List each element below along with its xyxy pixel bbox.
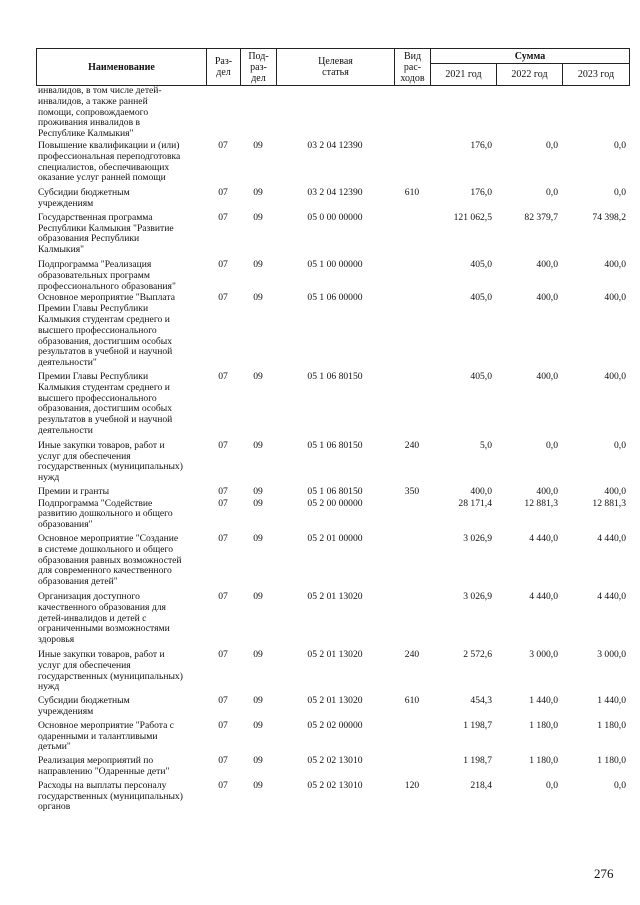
row-sum-2022: 0,0 <box>546 439 558 451</box>
row-podrazdel: 09 <box>253 370 263 382</box>
row-name: Подпрограмма "Содействие развитию дошкольного и общего образования" <box>38 497 173 531</box>
row-sum-2021: 400,0 <box>470 485 492 497</box>
row-sum-2021: 3 026,9 <box>463 533 492 545</box>
row-sum-2021: 2 572,6 <box>463 649 492 661</box>
page-number: 276 <box>594 866 614 881</box>
row-podrazdel: 09 <box>253 292 263 304</box>
row-celevaya-statya: 05 2 02 00000 <box>307 719 363 731</box>
row-sum-2023: 3 000,0 <box>597 649 626 661</box>
row-razdel: 07 <box>218 497 228 509</box>
row-name: Подпрограмма "Реализация образовательных программ профессионального образования" <box>38 258 176 292</box>
row-name: Основное мероприятие "Работа с одаренными и талантливыми детьми" <box>38 719 175 753</box>
row-vid-rashodov <box>394 372 430 437</box>
row-podrazdel: 09 <box>253 779 263 791</box>
header-vid-rashodov: Вид рас- ходов <box>395 49 431 85</box>
row-podrazdel: 09 <box>253 533 263 545</box>
table-row <box>36 721 630 753</box>
header-summa: Сумма <box>431 49 629 64</box>
table-row <box>36 293 630 369</box>
row-celevaya-statya <box>276 86 394 140</box>
row-name: Основное мероприятие "Создание в системе дошкольного и общего образования равных возможностей для современного качественного образования детей" <box>38 533 182 588</box>
row-name: Иные закупки товаров, работ и услуг для обеспечения государственных (муниципальных) нужд <box>38 649 183 693</box>
row-podrazdel: 09 <box>253 591 263 603</box>
row-sum-2023: 74 398,2 <box>592 211 626 223</box>
row-celevaya-statya: 05 1 06 80150 <box>307 370 363 382</box>
row-sum-2023: 400,0 <box>604 485 626 497</box>
row-sum-2021: 121 062,5 <box>453 211 492 223</box>
row-razdel: 07 <box>218 370 228 382</box>
row-name: Повышение квалификации и (или) профессиональная переподготовка специалистов, обеспечивающих оказание услуг ранней помощи <box>38 139 181 184</box>
header-podrazdel: Под- раз- дел <box>241 49 277 85</box>
table-row <box>36 499 630 531</box>
row-celevaya-statya: 03 2 04 12390 <box>307 139 363 151</box>
table-row <box>36 487 630 498</box>
row-sum-2022: 400,0 <box>536 485 558 497</box>
row-sum-2022: 0,0 <box>546 139 558 151</box>
row-name: Основное мероприятие "Выплата Премии Главы Республики Калмыкия студентам среднего и высшего профессионального образования, достигшим особых результатов в учебной и научной деятельности" <box>38 292 175 369</box>
row-podrazdel: 09 <box>253 187 263 199</box>
row-podrazdel: 09 <box>253 485 263 497</box>
row-sum-2022: 12 881,3 <box>524 497 558 509</box>
table-row <box>36 141 630 184</box>
row-sum-2022: 4 440,0 <box>529 591 558 603</box>
table-row <box>36 372 630 437</box>
row-celevaya-statya: 05 0 00 00000 <box>307 211 363 223</box>
row-vid-rashodov: 120 <box>404 779 420 791</box>
row-podrazdel: 09 <box>253 211 263 223</box>
row-razdel: 07 <box>218 439 228 451</box>
row-name: Государственная программа Республики Калмыкия "Развитие образования Республики Калмыкия" <box>38 211 174 256</box>
row-sum-2022: 400,0 <box>536 370 558 382</box>
row-sum-2021: 405,0 <box>470 370 492 382</box>
row-vid-rashodov: 350 <box>404 485 420 497</box>
row-vid-rashodov <box>394 86 430 140</box>
row-razdel: 07 <box>218 591 228 603</box>
row-celevaya-statya: 05 1 06 80150 <box>307 439 363 451</box>
row-podrazdel: 09 <box>253 439 263 451</box>
row-sum-2021: 176,0 <box>470 187 492 199</box>
row-name: Премии и гранты <box>38 485 110 497</box>
table-row <box>36 592 630 646</box>
row-celevaya-statya: 05 1 00 00000 <box>307 258 363 270</box>
header-celevaya-statya: Целевая статья <box>277 49 395 85</box>
row-sum-2022: 3 000,0 <box>529 649 558 661</box>
row-sum-2022: 4 440,0 <box>529 533 558 545</box>
row-name: Субсидии бюджетным учреждениям <box>38 187 130 209</box>
row-sum-2023: 400,0 <box>604 292 626 304</box>
row-name: Расходы на выплаты персоналу государственных (муниципальных) органов <box>38 779 183 813</box>
row-sum-2022: 1 180,0 <box>529 719 558 731</box>
row-sum-2023: 400,0 <box>604 258 626 270</box>
header-year-2022: 2022 год <box>497 64 563 85</box>
row-celevaya-statya: 05 2 01 00000 <box>307 533 363 545</box>
row-sum-2022: 1 440,0 <box>529 695 558 707</box>
row-podrazdel: 09 <box>253 695 263 707</box>
table-row <box>36 441 630 484</box>
row-celevaya-statya: 03 2 04 12390 <box>307 187 363 199</box>
row-sum-2023: 0,0 <box>614 439 626 451</box>
row-sum-2023: 0,0 <box>614 779 626 791</box>
row-vid-rashodov <box>394 756 430 778</box>
row-sum-2021: 405,0 <box>470 258 492 270</box>
row-vid-rashodov <box>394 213 430 256</box>
row-podrazdel <box>240 86 276 140</box>
row-vid-rashodov <box>394 534 430 588</box>
row-celevaya-statya: 05 1 06 80150 <box>307 485 363 497</box>
row-razdel: 07 <box>218 533 228 545</box>
row-vid-rashodov: 240 <box>404 649 420 661</box>
row-celevaya-statya: 05 2 02 13010 <box>307 755 363 767</box>
row-razdel: 07 <box>218 755 228 767</box>
row-sum-2023: 4 440,0 <box>597 533 626 545</box>
table-header <box>36 48 630 86</box>
row-sum-2021: 1 198,7 <box>463 755 492 767</box>
row-razdel: 07 <box>218 211 228 223</box>
row-podrazdel: 09 <box>253 649 263 661</box>
row-podrazdel: 09 <box>253 719 263 731</box>
row-celevaya-statya: 05 2 02 13010 <box>307 779 363 791</box>
row-sum-2023: 4 440,0 <box>597 591 626 603</box>
table-row <box>36 650 630 693</box>
row-sum-2023 <box>562 86 628 140</box>
row-razdel: 07 <box>218 649 228 661</box>
row-razdel: 07 <box>218 187 228 199</box>
row-name: Субсидии бюджетным учреждениям <box>38 695 130 718</box>
header-name: Наименование <box>37 49 207 85</box>
row-sum-2021: 218,4 <box>470 779 492 791</box>
row-razdel: 07 <box>218 485 228 497</box>
table-row <box>36 696 630 718</box>
row-sum-2021: 405,0 <box>470 292 492 304</box>
row-razdel: 07 <box>218 292 228 304</box>
table-row <box>36 534 630 588</box>
row-sum-2021: 454,3 <box>470 695 492 707</box>
row-name: Иные закупки товаров, работ и услуг для обеспечения государственных (муниципальных) нужд <box>38 439 183 484</box>
row-sum-2022: 0,0 <box>546 187 558 199</box>
row-vid-rashodov <box>394 721 430 753</box>
header-year-2023: 2023 год <box>577 69 615 80</box>
row-vid-rashodov <box>394 592 430 646</box>
row-razdel: 07 <box>218 779 228 791</box>
row-sum-2023: 0,0 <box>614 187 626 199</box>
table-row <box>36 188 630 210</box>
row-sum-2023: 1 440,0 <box>597 695 626 707</box>
row-celevaya-statya: 05 2 01 13020 <box>307 695 363 707</box>
row-sum-2021: 3 026,9 <box>463 591 492 603</box>
table-row <box>36 86 630 140</box>
row-podrazdel: 09 <box>253 497 263 509</box>
row-razdel <box>206 86 240 140</box>
table-body <box>36 86 630 813</box>
row-celevaya-statya: 05 2 01 13020 <box>307 591 363 603</box>
row-vid-rashodov: 610 <box>404 695 420 707</box>
row-razdel: 07 <box>218 719 228 731</box>
row-sum-2022: 400,0 <box>536 292 558 304</box>
row-vid-rashodov <box>394 141 430 184</box>
table-row <box>36 213 630 256</box>
row-vid-rashodov <box>394 499 430 531</box>
row-name: Премии Главы Республики Калмыкия студентам среднего и высшего профессионального образования, достигшим особых результатов в учебной и научной деятельности <box>38 370 173 436</box>
row-sum-2023: 0,0 <box>614 139 626 151</box>
row-sum-2022: 400,0 <box>536 258 558 270</box>
row-sum-2022 <box>496 86 562 140</box>
row-podrazdel: 09 <box>253 139 263 151</box>
table-row <box>36 260 630 292</box>
row-sum-2022: 1 180,0 <box>529 755 558 767</box>
row-celevaya-statya: 05 1 06 00000 <box>307 292 363 304</box>
row-sum-2023: 1 180,0 <box>597 719 626 731</box>
row-sum-2023: 1 180,0 <box>597 755 626 767</box>
row-razdel: 07 <box>218 258 228 270</box>
row-sum-2021: 1 198,7 <box>463 719 492 731</box>
row-razdel: 07 <box>218 139 228 151</box>
row-sum-2021: 176,0 <box>470 139 492 151</box>
row-vid-rashodov <box>394 260 430 292</box>
table-row <box>36 756 630 778</box>
row-name: Реализация мероприятий по направлению "Одаренные дети" <box>38 755 170 778</box>
row-sum-2021 <box>430 86 496 140</box>
row-vid-rashodov: 610 <box>404 187 420 199</box>
row-sum-2023: 400,0 <box>604 370 626 382</box>
header-razdel: Раз- дел <box>207 49 241 85</box>
row-podrazdel: 09 <box>253 258 263 270</box>
row-sum-2023: 12 881,3 <box>592 497 626 509</box>
row-name: Организация доступного качественного образования для детей-инвалидов и детей с ограниченными возможностями здоровья <box>38 591 170 646</box>
row-sum-2021: 5,0 <box>480 439 492 451</box>
row-razdel: 07 <box>218 695 228 707</box>
row-sum-2022: 0,0 <box>546 779 558 791</box>
row-podrazdel: 09 <box>253 755 263 767</box>
row-celevaya-statya: 05 2 00 00000 <box>307 497 363 509</box>
row-sum-2022: 82 379,7 <box>524 211 558 223</box>
row-vid-rashodov <box>394 293 430 369</box>
row-name: инвалидов, в том числе детей- инвалидов, а также ранней помощи, сопровождаемого проживания инвалидов в Республике Калмыкия" <box>38 85 162 140</box>
row-sum-2021: 28 171,4 <box>458 497 492 509</box>
row-celevaya-statya: 05 2 01 13020 <box>307 649 363 661</box>
row-vid-rashodov: 240 <box>404 439 420 451</box>
table-row <box>36 781 630 813</box>
header-year-2021: 2021 год <box>431 64 497 85</box>
